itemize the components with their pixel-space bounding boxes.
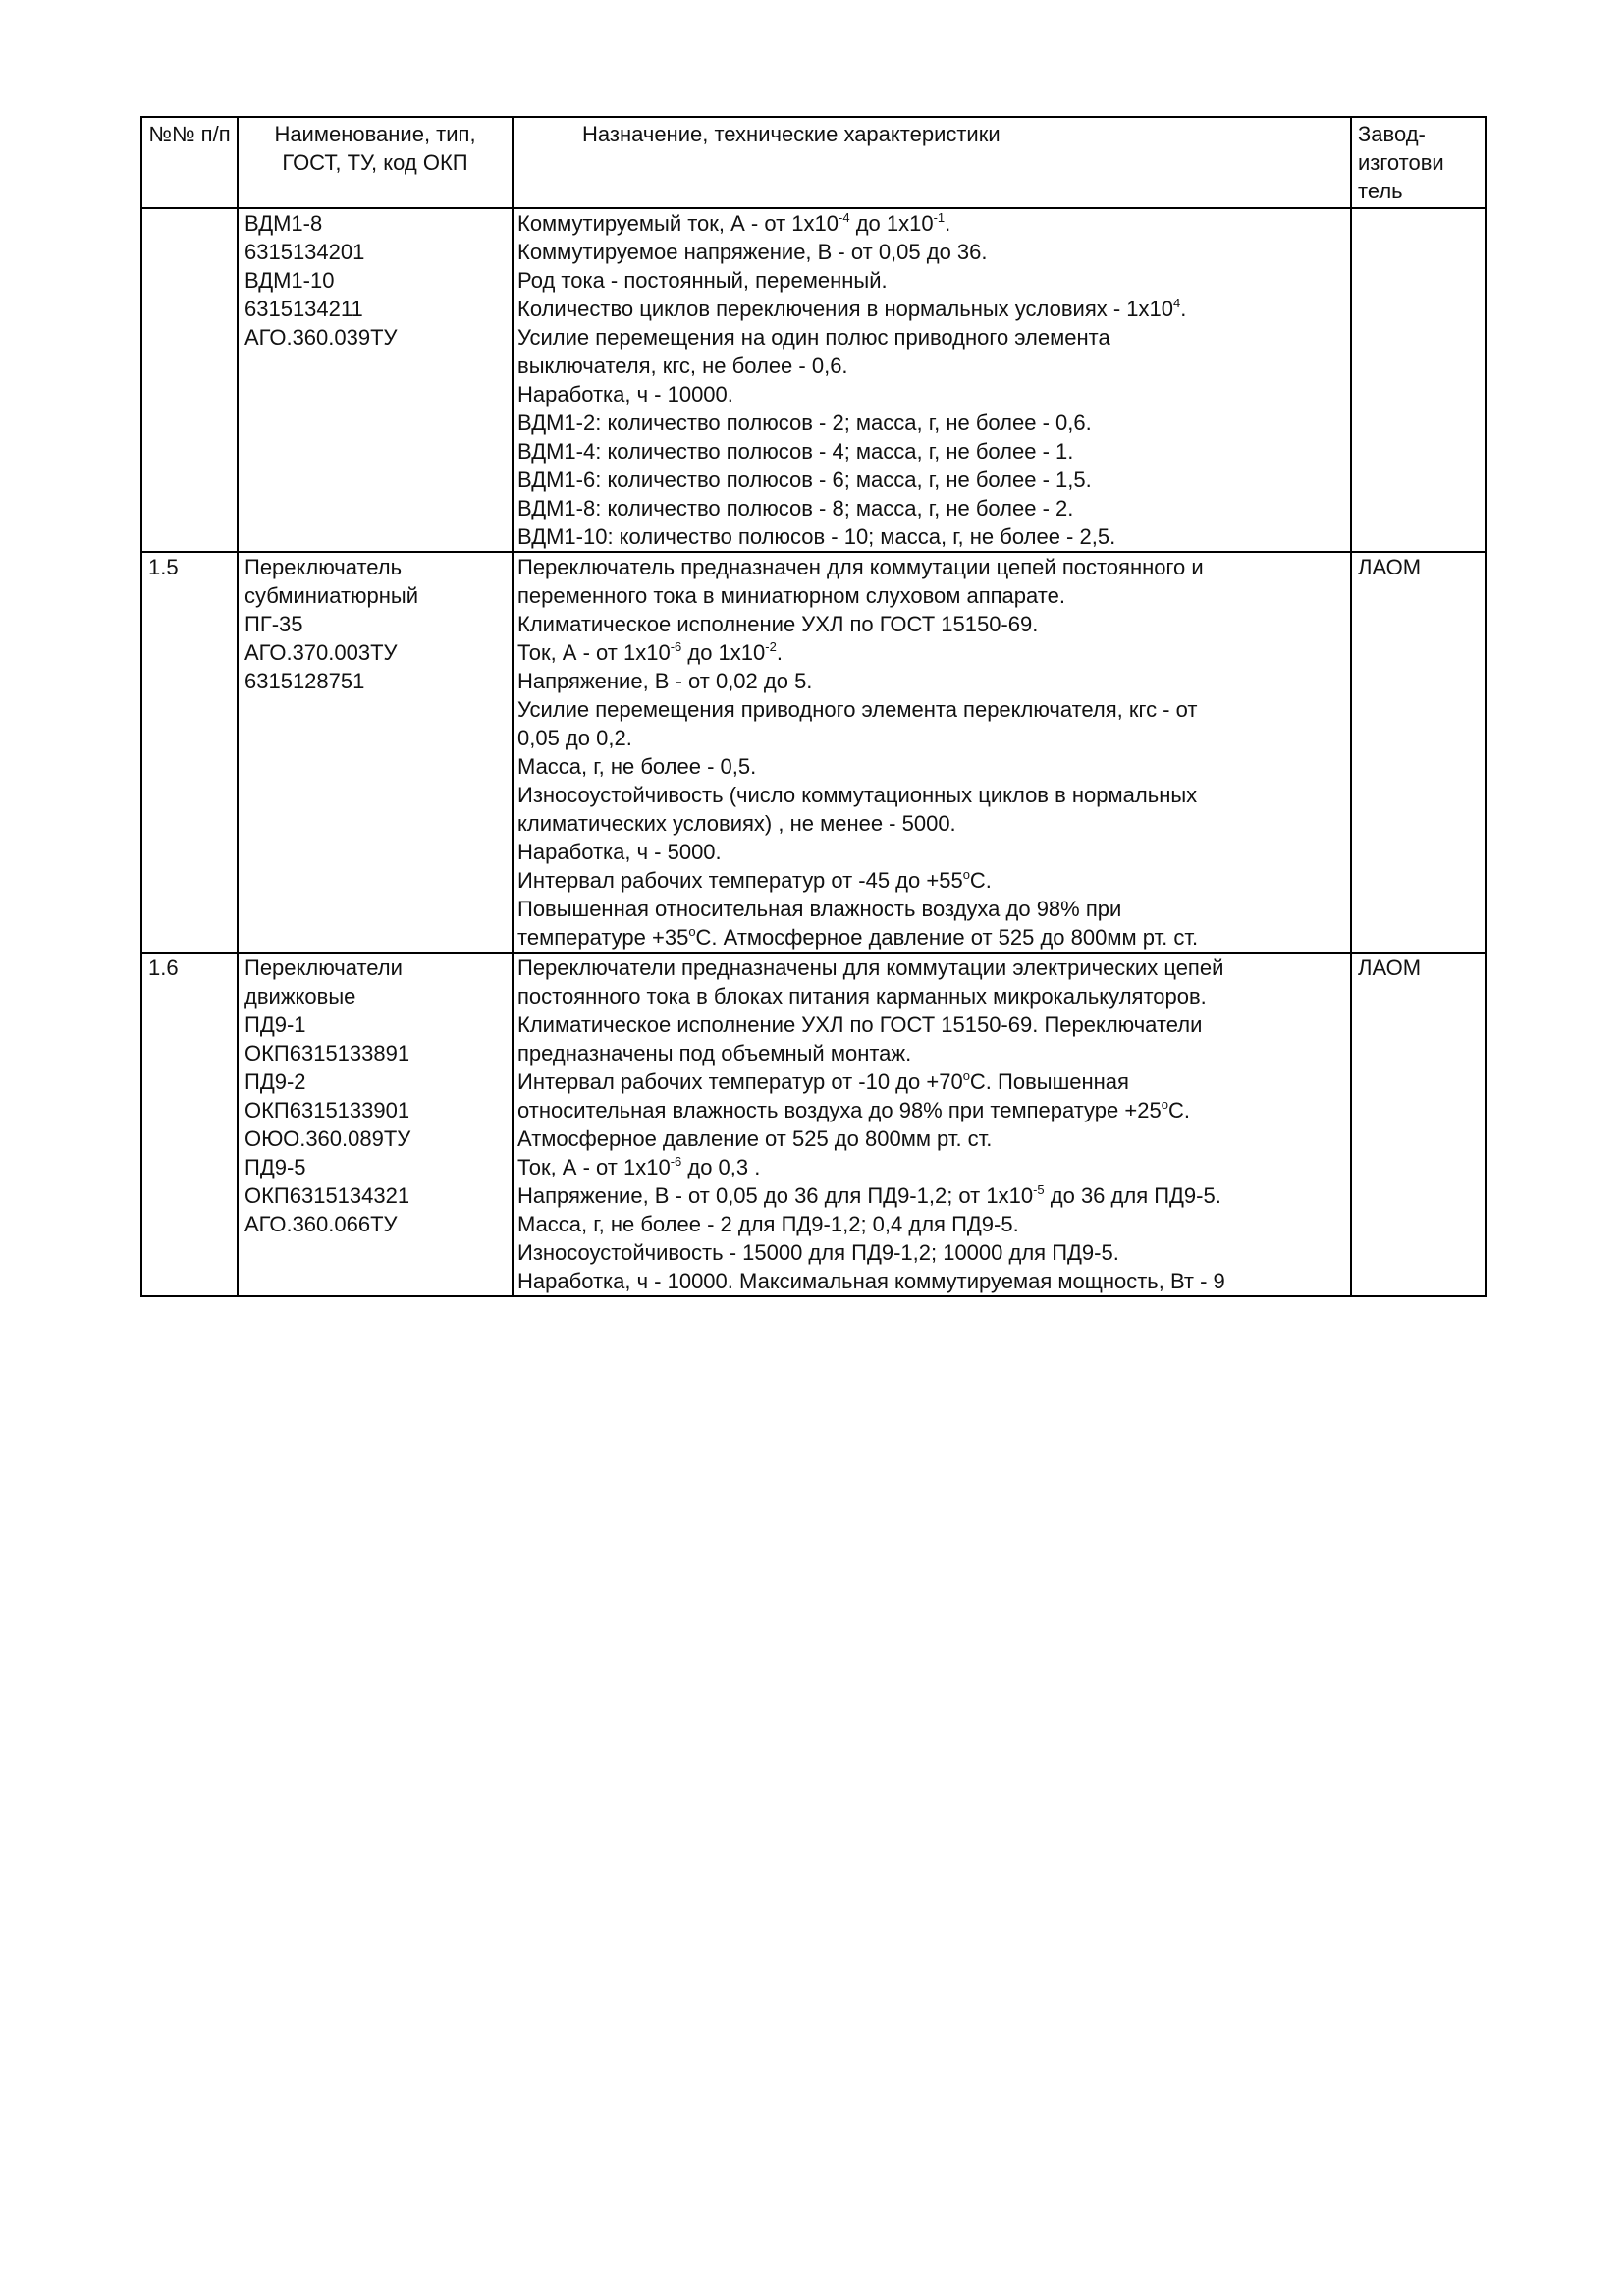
name-line: 6315134201 — [244, 240, 365, 264]
header-num: №№ п/п — [141, 117, 238, 208]
header-name: Наименование, тип, ГОСТ, ТУ, код ОКП — [238, 117, 513, 208]
spec-line: Повышенная относительная влажность воздуха до 98% при — [517, 897, 1122, 921]
name-line: 6315128751 — [244, 669, 365, 693]
spec-line: Напряжение, В - от 0,02 до 5. — [517, 669, 813, 693]
spec-line: Климатическое исполнение УХЛ по ГОСТ 15150-69. Переключатели — [517, 1012, 1203, 1037]
row-specs — [513, 552, 1351, 953]
spec-line: Наработка, ч - 10000. — [517, 382, 733, 407]
spec-line: Масса, г, не более - 0,5. — [517, 754, 757, 779]
row-name — [238, 552, 513, 953]
spec-line: Коммутируемое напряжение, В - от 0,05 до 36. — [517, 240, 988, 264]
spec-line: Интервал рабочих температур от -45 до $+55^оС$. — [517, 867, 992, 893]
name-line: субминиатюрный — [244, 583, 419, 608]
table-row — [141, 552, 1486, 953]
row-number: 1.6 — [141, 953, 238, 1296]
row-maker — [1351, 208, 1486, 552]
name-line: движковые — [244, 984, 356, 1009]
spec-line: Наработка, ч - 5000. — [517, 840, 722, 864]
spec-line: климатических условиях) , не менее - 5000. — [517, 811, 956, 836]
spec-line: предназначены под объемный монтаж. — [517, 1041, 912, 1066]
spec-line: Переключатель предназначен для коммутации цепей постоянного и — [517, 555, 1204, 579]
row-maker: ЛАОМ — [1351, 953, 1486, 1296]
name-line: Переключатель — [244, 555, 403, 579]
row-maker: ЛАОМ — [1351, 552, 1486, 953]
spec-line: ВДМ1-2: количество полюсов - 2; масса, г, не более - 0,6. — [517, 410, 1092, 435]
name-line: ВДМ1-10 — [244, 268, 335, 293]
spec-line: Климатическое исполнение УХЛ по ГОСТ 15150-69. — [517, 612, 1039, 636]
name-line: ПД9-1 — [244, 1012, 306, 1037]
spec-line: Переключатели предназначены для коммутации электрических цепей — [517, 956, 1224, 980]
name-line: ОЮО.360.089ТУ — [244, 1126, 411, 1151]
table-row — [141, 208, 1486, 552]
name-line: ОКП6315134321 — [244, 1183, 410, 1208]
spec-line: Износоустойчивость (число коммутационных циклов в нормальных — [517, 783, 1198, 807]
row-specs — [513, 208, 1351, 552]
spec-line: Напряжение, В - от 0,05 до 36 для ПД9-1,2; от $1х10^{-5}$ до 36 для ПД9-5. — [517, 1182, 1221, 1208]
header-row — [141, 117, 1486, 208]
row-name — [238, 208, 513, 552]
spec-line: выключателя, кгс, не более - 0,6. — [517, 354, 848, 378]
name-line: ПД9-2 — [244, 1069, 306, 1094]
spec-line: Коммутируемый ток, А - от $1х10^{-4}$ до $1х10^{-1}$. — [517, 210, 951, 236]
spec-line: переменного тока в миниатюрном слуховом аппарате. — [517, 583, 1065, 608]
name-line: ОКП6315133901 — [244, 1098, 410, 1122]
row-specs — [513, 953, 1351, 1296]
spec-line: Усилие перемещения на один полюс приводного элемента — [517, 325, 1110, 350]
spec-line: Количество циклов переключения в нормальных условиях - $1х10^4$. — [517, 296, 1187, 321]
row-name — [238, 953, 513, 1296]
spec-line: относительная влажность воздуха до 98% при температуре $+25^оС$. — [517, 1097, 1190, 1122]
name-line: 6315134211 — [244, 297, 363, 321]
spec-line: Интервал рабочих температур от -10 до $+70^оС$. Повышенная — [517, 1068, 1129, 1094]
spec-line: Наработка, ч - 10000. Максимальная коммутируемая мощность, Вт - 9 — [517, 1269, 1225, 1293]
spec-line: Ток, А - от $1х10^{-6}$ до $1х10^{-2}$. — [517, 639, 783, 665]
spec-line: ВДМ1-6: количество полюсов - 6; масса, г, не более - 1,5. — [517, 467, 1092, 492]
spec-table — [140, 116, 1487, 1297]
name-line: ВДМ1-8 — [244, 211, 323, 236]
spec-line: ВДМ1-10: количество полюсов - 10; масса, г, не более - 2,5. — [517, 524, 1116, 549]
spec-line: Усилие перемещения приводного элемента переключателя, кгс - от — [517, 697, 1198, 722]
name-line: АГО.360.066ТУ — [244, 1212, 398, 1236]
spec-line: ВДМ1-8: количество полюсов - 8; масса, г, не более - 2. — [517, 496, 1074, 520]
row-number: 1.5 — [141, 552, 238, 953]
header-purpose: Назначение, технические характеристики — [513, 117, 1351, 208]
spec-line: постоянного тока в блоках питания карманных микрокалькуляторов. — [517, 984, 1207, 1009]
spec-line: 0,05 до 0,2. — [517, 726, 632, 750]
name-line: АГО.360.039ТУ — [244, 325, 398, 350]
spec-line: Масса, г, не более - 2 для ПД9-1,2; 0,4 для ПД9-5. — [517, 1212, 1019, 1236]
name-line: ОКП6315133891 — [244, 1041, 410, 1066]
table-row — [141, 953, 1486, 1296]
spec-line: температуре $+35^оС$. Атмосферное давление от 525 до 800мм рт. ст. — [517, 924, 1199, 950]
spec-line: Ток, А - от $1х10^{-6}$ до 0,3 . — [517, 1154, 761, 1179]
row-number — [141, 208, 238, 552]
name-line: Переключатели — [244, 956, 403, 980]
spec-line: Износоустойчивость - 15000 для ПД9-1,2; 10000 для ПД9-5. — [517, 1240, 1119, 1265]
spec-line: ВДМ1-4: количество полюсов - 4; масса, г, не более - 1. — [517, 439, 1074, 464]
spec-line: Род тока - постоянный, переменный. — [517, 268, 888, 293]
name-line: АГО.370.003ТУ — [244, 640, 398, 665]
header-maker: Завод-изготови тель — [1351, 117, 1486, 208]
name-line: ПГ-35 — [244, 612, 303, 636]
spec-line: Атмосферное давление от 525 до 800мм рт. ст. — [517, 1126, 993, 1151]
name-line: ПД9-5 — [244, 1155, 306, 1179]
